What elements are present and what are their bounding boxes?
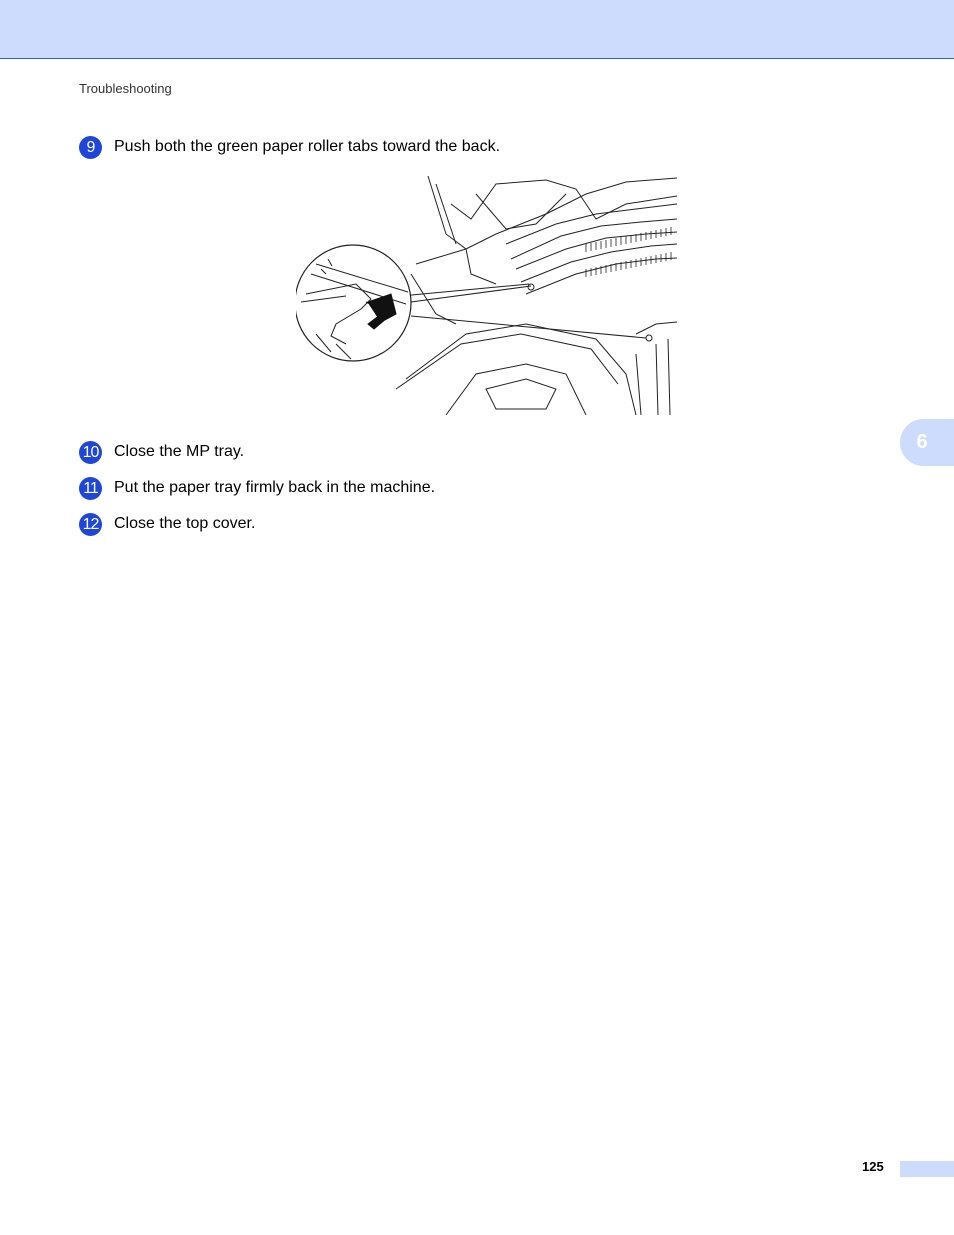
step-text: Put the paper tray firmly back in the machine. — [114, 479, 436, 496]
section-title: Troubleshooting — [79, 81, 172, 96]
step-10 — [79, 440, 244, 464]
page-number: 125 — [862, 1159, 884, 1174]
chapter-number: 6 — [916, 431, 928, 453]
step-number-badge: 10 — [79, 441, 102, 464]
step-text: Push both the green paper roller tabs toward the back. — [114, 138, 501, 155]
paper-roller-illustration — [296, 174, 677, 415]
step-text: Close the MP tray. — [114, 443, 245, 460]
step-number-badge: 12 — [79, 513, 102, 536]
footer-bar — [900, 1161, 954, 1177]
step-9 — [79, 135, 500, 159]
step-number-badge: 11 — [79, 477, 102, 500]
step-number-badge: 9 — [79, 136, 102, 159]
step-text: Close the top cover. — [114, 515, 256, 532]
header-band — [0, 0, 954, 59]
step-11 — [79, 476, 435, 500]
printer-interior-drawing — [396, 176, 677, 415]
chapter-tab[interactable] — [900, 419, 954, 466]
inset-detail — [296, 245, 411, 361]
step-12 — [79, 512, 255, 536]
